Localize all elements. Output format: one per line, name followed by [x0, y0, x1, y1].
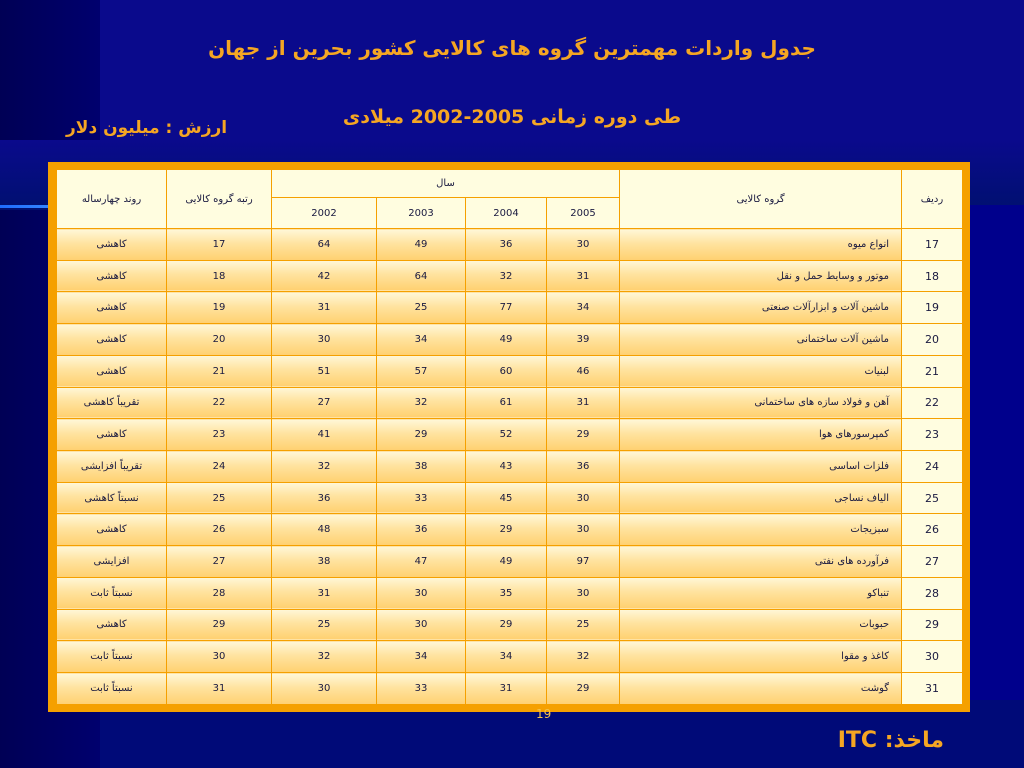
cell-2002: 31 — [272, 292, 377, 324]
cell-row-number: 31 — [902, 673, 963, 705]
cell-rank: 30 — [167, 641, 272, 673]
cell-row-number: 21 — [902, 355, 963, 387]
cell-group-name: سبزیجات — [620, 514, 902, 546]
cell-trend: کاهشی — [57, 292, 167, 324]
cell-row-number: 22 — [902, 387, 963, 419]
cell-2003: 25 — [377, 292, 466, 324]
page-number: 19 — [536, 707, 552, 721]
cell-2003: 49 — [377, 229, 466, 261]
header-year-2003: 2003 — [377, 198, 466, 229]
cell-2002: 42 — [272, 260, 377, 292]
cell-2004: 43 — [466, 451, 547, 483]
table-row — [57, 673, 963, 705]
table-header-row — [57, 170, 963, 198]
cell-2003: 47 — [377, 546, 466, 578]
table-row — [57, 482, 963, 514]
table-row — [57, 419, 963, 451]
cell-row-number: 30 — [902, 641, 963, 673]
cell-2005: 29 — [547, 419, 620, 451]
cell-group-name: ماشین آلات و ابزارآلات صنعتی — [620, 292, 902, 324]
cell-2005: 34 — [547, 292, 620, 324]
cell-trend: کاهشی — [57, 229, 167, 261]
cell-rank: 24 — [167, 451, 272, 483]
cell-2004: 60 — [466, 355, 547, 387]
header-rank: رتبه گروه کالایی — [167, 170, 272, 229]
cell-2004: 29 — [466, 609, 547, 641]
header-year: سال — [272, 170, 620, 198]
header-year-2004: 2004 — [466, 198, 547, 229]
cell-2003: 33 — [377, 482, 466, 514]
table-row — [57, 514, 963, 546]
cell-row-number: 24 — [902, 451, 963, 483]
cell-2004: 61 — [466, 387, 547, 419]
table-row — [57, 355, 963, 387]
cell-group-name: فرآورده های نفتی — [620, 546, 902, 578]
cell-rank: 23 — [167, 419, 272, 451]
cell-group-name: گوشت — [620, 673, 902, 705]
imports-table — [56, 169, 963, 705]
cell-row-number: 23 — [902, 419, 963, 451]
cell-2002: 64 — [272, 229, 377, 261]
cell-2003: 34 — [377, 641, 466, 673]
cell-2002: 41 — [272, 419, 377, 451]
cell-2003: 38 — [377, 451, 466, 483]
cell-trend: نسبتاً ثابت — [57, 577, 167, 609]
header-year-2002: 2002 — [272, 198, 377, 229]
table-row — [57, 641, 963, 673]
cell-row-number: 28 — [902, 577, 963, 609]
cell-row-number: 26 — [902, 514, 963, 546]
cell-rank: 22 — [167, 387, 272, 419]
cell-trend: نسبتاً ثابت — [57, 673, 167, 705]
cell-2005: 30 — [547, 482, 620, 514]
cell-2002: 31 — [272, 577, 377, 609]
cell-rank: 27 — [167, 546, 272, 578]
cell-2004: 35 — [466, 577, 547, 609]
cell-rank: 18 — [167, 260, 272, 292]
cell-2003: 36 — [377, 514, 466, 546]
cell-trend: کاهشی — [57, 355, 167, 387]
cell-2005: 30 — [547, 514, 620, 546]
cell-2004: 36 — [466, 229, 547, 261]
cell-2005: 31 — [547, 260, 620, 292]
cell-2002: 30 — [272, 324, 377, 356]
cell-rank: 20 — [167, 324, 272, 356]
cell-rank: 21 — [167, 355, 272, 387]
header-year-2005: 2005 — [547, 198, 620, 229]
cell-2002: 38 — [272, 546, 377, 578]
cell-rank: 17 — [167, 229, 272, 261]
table-row — [57, 451, 963, 483]
cell-2005: 39 — [547, 324, 620, 356]
cell-2005: 97 — [547, 546, 620, 578]
cell-2003: 30 — [377, 577, 466, 609]
slide-subtitle: طی دوره زمانی 2005-2002 میلادی — [342, 106, 682, 128]
table-row — [57, 546, 963, 578]
cell-2002: 36 — [272, 482, 377, 514]
cell-2004: 45 — [466, 482, 547, 514]
cell-2004: 52 — [466, 419, 547, 451]
cell-group-name: موتور و وسایط حمل و نقل — [620, 260, 902, 292]
source-prefix: ماخذ: — [884, 728, 944, 753]
value-unit-label: ارزش : میلیون دلار — [66, 118, 228, 138]
cell-2004: 77 — [466, 292, 547, 324]
cell-trend: کاهشی — [57, 419, 167, 451]
cell-2003: 33 — [377, 673, 466, 705]
cell-rank: 31 — [167, 673, 272, 705]
cell-2002: 25 — [272, 609, 377, 641]
cell-trend: تقریباً کاهشی — [57, 387, 167, 419]
cell-group-name: کمپرسورهای هوا — [620, 419, 902, 451]
cell-trend: افزایشی — [57, 546, 167, 578]
cell-rank: 25 — [167, 482, 272, 514]
table-row — [57, 577, 963, 609]
cell-row-number: 18 — [902, 260, 963, 292]
cell-2005: 36 — [547, 451, 620, 483]
cell-2003: 64 — [377, 260, 466, 292]
cell-row-number: 25 — [902, 482, 963, 514]
cell-2005: 30 — [547, 229, 620, 261]
cell-row-number: 27 — [902, 546, 963, 578]
cell-2004: 29 — [466, 514, 547, 546]
cell-2004: 34 — [466, 641, 547, 673]
cell-2002: 51 — [272, 355, 377, 387]
cell-row-number: 19 — [902, 292, 963, 324]
cell-2003: 57 — [377, 355, 466, 387]
cell-rank: 29 — [167, 609, 272, 641]
table-row — [57, 260, 963, 292]
cell-2002: 30 — [272, 673, 377, 705]
cell-trend: کاهشی — [57, 260, 167, 292]
cell-group-name: آهن و فولاد سازه های ساختمانی — [620, 387, 902, 419]
cell-2005: 25 — [547, 609, 620, 641]
slide-title: جدول واردات مهمترین گروه های کالایی کشور بحرین از جهان — [208, 36, 816, 60]
cell-2004: 49 — [466, 546, 547, 578]
cell-rank: 28 — [167, 577, 272, 609]
cell-2002: 27 — [272, 387, 377, 419]
cell-2004: 32 — [466, 260, 547, 292]
cell-group-name: فلزات اساسی — [620, 451, 902, 483]
source-value: ITC — [837, 728, 878, 753]
cell-trend: کاهشی — [57, 514, 167, 546]
imports-table-frame — [48, 162, 970, 712]
cell-2002: 48 — [272, 514, 377, 546]
cell-2005: 46 — [547, 355, 620, 387]
table-row — [57, 387, 963, 419]
cell-2002: 32 — [272, 641, 377, 673]
cell-2005: 30 — [547, 577, 620, 609]
cell-rank: 19 — [167, 292, 272, 324]
cell-row-number: 20 — [902, 324, 963, 356]
cell-2003: 32 — [377, 387, 466, 419]
header-trend: روند چهارساله — [57, 170, 167, 229]
cell-group-name: لبنیات — [620, 355, 902, 387]
cell-trend: نسبتاً کاهشی — [57, 482, 167, 514]
cell-2005: 29 — [547, 673, 620, 705]
cell-row-number: 29 — [902, 609, 963, 641]
cell-group-name: الیاف نساجی — [620, 482, 902, 514]
cell-2003: 30 — [377, 609, 466, 641]
header-group: گروه کالایی — [620, 170, 902, 229]
cell-group-name: انواع میوه — [620, 229, 902, 261]
table-row — [57, 609, 963, 641]
cell-trend: نسبتاً ثابت — [57, 641, 167, 673]
cell-trend: تقریباً افزایشی — [57, 451, 167, 483]
table-row — [57, 292, 963, 324]
cell-2004: 31 — [466, 673, 547, 705]
cell-trend: کاهشی — [57, 324, 167, 356]
cell-2005: 32 — [547, 641, 620, 673]
cell-trend: کاهشی — [57, 609, 167, 641]
cell-group-name: حبوبات — [620, 609, 902, 641]
cell-group-name: تنباکو — [620, 577, 902, 609]
cell-group-name: ماشین آلات ساختمانی — [620, 324, 902, 356]
table-row — [57, 324, 963, 356]
background-right-panel — [969, 205, 1024, 768]
cell-2004: 49 — [466, 324, 547, 356]
source-label — [838, 728, 944, 753]
cell-2003: 34 — [377, 324, 466, 356]
cell-2003: 29 — [377, 419, 466, 451]
cell-rank: 26 — [167, 514, 272, 546]
cell-group-name: کاغذ و مقوا — [620, 641, 902, 673]
cell-2002: 32 — [272, 451, 377, 483]
header-row-number: ردیف — [902, 170, 963, 229]
cell-2005: 31 — [547, 387, 620, 419]
table-row — [57, 229, 963, 261]
cell-row-number: 17 — [902, 229, 963, 261]
